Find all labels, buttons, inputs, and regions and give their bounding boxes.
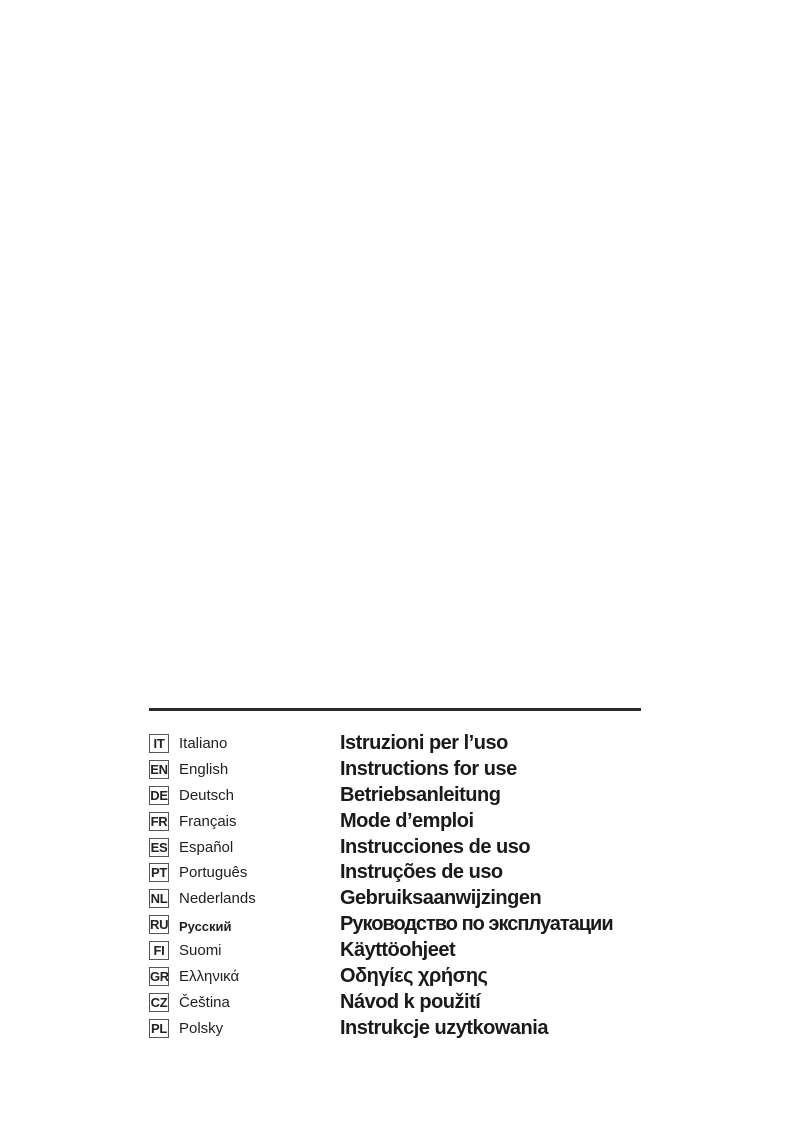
language-name: Polsky <box>179 1019 224 1037</box>
manual-title: Käyttöohjeet <box>340 939 456 962</box>
language-row-nl <box>149 887 649 913</box>
manual-title: Οδηγίες χρήσης <box>340 965 488 988</box>
language-row-en <box>149 758 649 784</box>
language-code-badge: DE <box>150 787 168 803</box>
language-row-es <box>149 836 649 862</box>
language-row-de <box>149 784 649 810</box>
language-name: Čeština <box>179 993 230 1011</box>
language-code-badge: PT <box>150 865 167 881</box>
language-list <box>149 732 649 1043</box>
language-row-cz <box>149 991 649 1017</box>
manual-title: Betriebsanleitung <box>340 783 501 806</box>
language-name: Français <box>179 812 237 830</box>
manual-title: Instrukcje uzytkowania <box>340 1016 548 1039</box>
language-code-badge: ES <box>150 839 168 855</box>
language-name: Português <box>179 864 248 882</box>
language-name: Ελληνικά <box>179 968 240 986</box>
manual-title: Gebruiksaanwijzingen <box>340 887 542 910</box>
language-code-badge: CZ <box>150 994 168 1010</box>
manual-title: Instruções de uso <box>340 861 503 884</box>
language-row-pt <box>149 861 649 887</box>
language-name: Suomi <box>179 942 222 960</box>
manual-title: Руководство по эксплуатации <box>340 913 613 936</box>
language-name: Deutsch <box>179 786 235 804</box>
language-row-gr <box>149 965 649 991</box>
manual-title: Návod k použití <box>340 990 481 1013</box>
language-code-badge: FR <box>150 813 168 829</box>
language-code-badge: GR <box>150 969 169 985</box>
language-code-badge: EN <box>150 761 168 777</box>
language-name: Русский <box>179 919 232 935</box>
language-code-badge: RU <box>150 917 169 933</box>
language-row-it <box>149 732 649 758</box>
language-row-ru <box>149 913 649 939</box>
manual-title: Istruzioni per l’uso <box>340 732 508 754</box>
header-divider <box>149 708 641 711</box>
language-name: Nederlands <box>179 890 256 908</box>
language-row-fr <box>149 810 649 836</box>
language-name: Español <box>179 838 234 856</box>
manual-title: Instrucciones de uso <box>340 835 531 858</box>
language-row-pl <box>149 1017 649 1043</box>
language-code-badge: FI <box>149 941 169 960</box>
language-code-badge: PL <box>150 1020 167 1036</box>
manual-title: Mode d’emploi <box>340 809 474 832</box>
language-row-fi <box>149 939 649 965</box>
language-code-badge: IT <box>149 734 169 753</box>
language-code-badge: NL <box>150 891 168 907</box>
language-name: Italiano <box>179 735 228 752</box>
language-name: English <box>179 760 229 778</box>
manual-title: Instructions for use <box>340 757 517 780</box>
